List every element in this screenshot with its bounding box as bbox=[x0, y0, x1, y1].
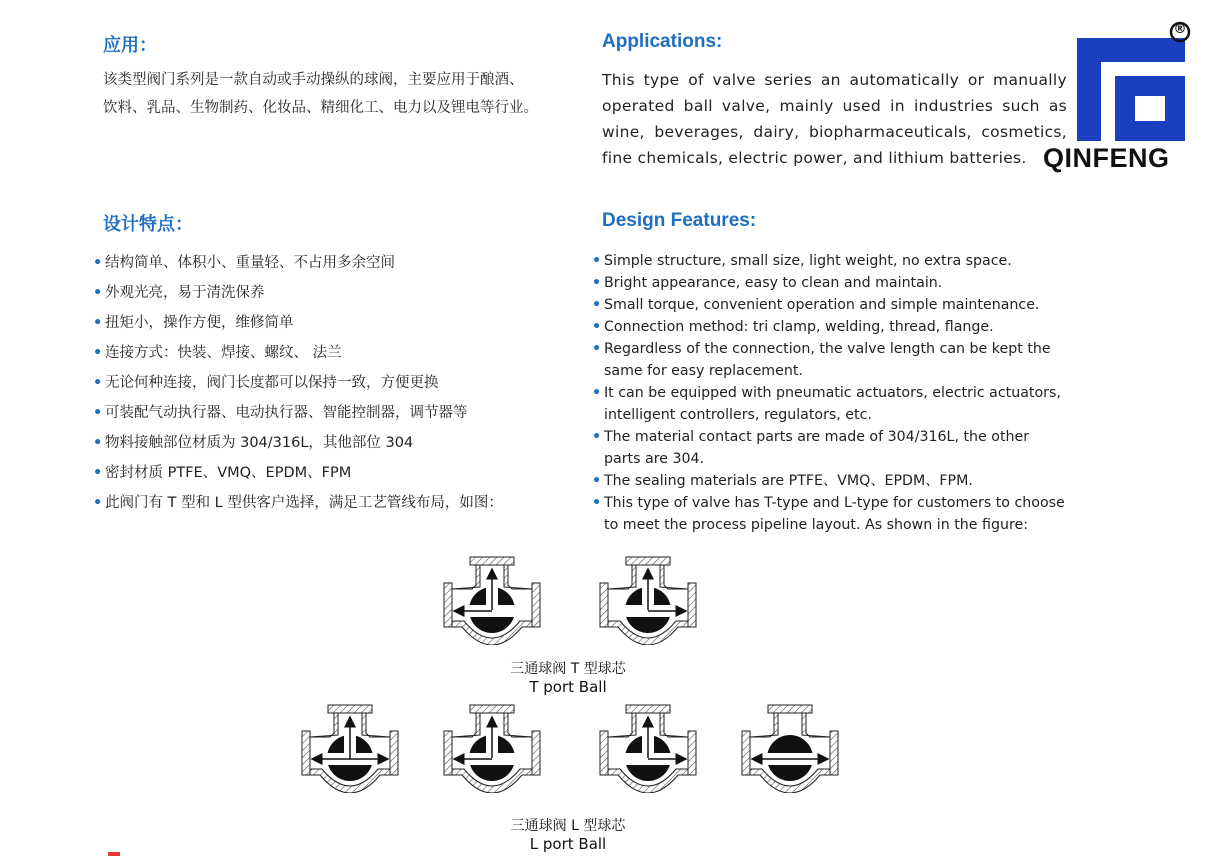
list-item: • 此阀门有 T 型和 L 型供客户选择，满足工艺管线布局，如图： bbox=[93, 492, 573, 522]
design-title-cn: 设计特点： bbox=[103, 214, 193, 235]
bullet: • bbox=[592, 297, 602, 313]
registered-mark: ® bbox=[1173, 22, 1187, 37]
t-port-valve-diagram-1 bbox=[440, 555, 544, 645]
design-title-en: Design Features: bbox=[602, 210, 757, 231]
decorative-mark bbox=[108, 852, 120, 856]
bullet: • bbox=[93, 315, 103, 331]
bullet: • bbox=[592, 275, 602, 291]
bullet: • bbox=[592, 253, 602, 269]
bullet: • bbox=[93, 345, 103, 361]
bullet: • bbox=[93, 465, 103, 481]
bullet: • bbox=[93, 255, 103, 271]
list-item: • Connection method: tri clamp, welding, thread, flange. bbox=[592, 316, 1070, 338]
bullet: • bbox=[592, 319, 602, 335]
design-list-en bbox=[592, 250, 1070, 536]
list-item: • The sealing materials are PTFE、VMQ、EPDM、FPM. bbox=[592, 470, 1070, 492]
list-item: • 无论何种连接，阀门长度都可以保持一致，方便更换 bbox=[93, 372, 573, 402]
applications-text-en: This type of valve series an automatically or manually operated ball valve, mainly used in industries such as wine, beverages, dairy, biopharmaceuticals, cosmetics, fine chemicals, electric power, and lithium batteries. bbox=[602, 71, 1067, 167]
bullet: • bbox=[93, 405, 103, 421]
bullet: • bbox=[93, 435, 103, 451]
bullet: • bbox=[592, 429, 602, 445]
list-item: • 密封材质 PTFE、VMQ、EPDM、FPM bbox=[93, 462, 573, 492]
bullet: • bbox=[93, 375, 103, 391]
l-port-valve-diagram-1 bbox=[298, 703, 402, 793]
bullet: • bbox=[93, 495, 103, 511]
t-port-valve-diagram-2 bbox=[596, 555, 700, 645]
l-port-valve-diagram-3 bbox=[596, 703, 700, 793]
list-item: • Small torque, convenient operation and simple maintenance. bbox=[592, 294, 1070, 316]
list-item: • This type of valve has T-type and L-type for customers to choose to meet the process pipeline layout. As shown in the figure: bbox=[592, 492, 1070, 536]
list-item: • 可装配气动执行器、电动执行器、智能控制器，调节器等 bbox=[93, 402, 573, 432]
list-item: • Bright appearance, easy to clean and maintain. bbox=[592, 272, 1070, 294]
bullet: • bbox=[592, 341, 602, 357]
l-port-caption-en: L port Ball bbox=[529, 835, 607, 853]
list-item: • 外观光亮，易于清洗保养 bbox=[93, 282, 573, 312]
l-port-valve-diagram-2 bbox=[440, 703, 544, 793]
bullet: • bbox=[592, 495, 602, 511]
qinfeng-logo bbox=[1075, 20, 1205, 145]
list-item: • Regardless of the connection, the valve length can be kept the same for easy replacement. bbox=[592, 338, 1070, 382]
bullet: • bbox=[592, 473, 602, 489]
l-port-valve-diagram-4 bbox=[738, 703, 842, 793]
logo-mark-icon bbox=[1077, 38, 1185, 141]
list-item: • 连接方式：快装、焊接、螺纹、 法兰 bbox=[93, 342, 573, 372]
list-item: • Simple structure, small size, light weight, no extra space. bbox=[592, 250, 1070, 272]
t-port-caption bbox=[468, 660, 668, 696]
l-port-caption-cn: 三通球阀 L 型球芯 bbox=[510, 818, 626, 834]
applications-title-cn: 应用： bbox=[103, 35, 157, 56]
bullet: • bbox=[93, 285, 103, 301]
list-item: • 扭矩小，操作方便，维修简单 bbox=[93, 312, 573, 342]
applications-text-cn bbox=[103, 66, 583, 122]
list-item: • The material contact parts are made of 304/316L, the other parts are 304. bbox=[592, 426, 1070, 470]
design-list-cn bbox=[93, 252, 573, 522]
applications-text-cn-line1: 该类型阀门系列是一款自动或手动操纵的球阀，主要应用于酿酒、 bbox=[103, 72, 524, 88]
list-item: • It can be equipped with pneumatic actuators, electric actuators, intelligent controllers, regulators, etc. bbox=[592, 382, 1070, 426]
brand-name: QINFENG bbox=[1043, 143, 1170, 173]
t-port-caption-en: T port Ball bbox=[529, 678, 607, 696]
list-item: • 结构简单、体积小、重量轻、不占用多余空间 bbox=[93, 252, 573, 282]
applications-text-cn-line2: 饮料、乳品、生物制药、化妆品、精细化工、电力以及锂电等行业。 bbox=[103, 100, 538, 116]
bullet: • bbox=[592, 385, 602, 401]
applications-title-en: Applications: bbox=[602, 31, 723, 52]
list-item: • 物料接触部位材质为 304/316L，其他部位 304 bbox=[93, 432, 573, 462]
t-port-caption-cn: 三通球阀 T 型球芯 bbox=[510, 661, 626, 677]
l-port-caption bbox=[468, 817, 668, 853]
